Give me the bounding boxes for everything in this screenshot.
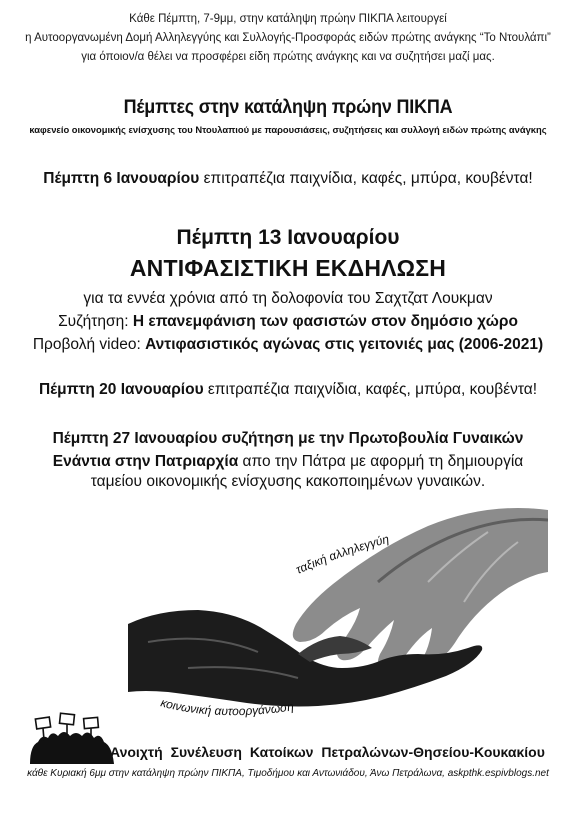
intro-line-2: η Αυτοοργανωμένη Δομή Αλληλεγγύης και Συλλογής-Προσφοράς ειδών πρώτης ανάγκης “Το Ντουλάπι” — [25, 32, 551, 44]
talk-title: Η επανεμφάνιση των φασιστών στον δημόσιο χώρο — [132, 313, 518, 330]
protest-sign-icon — [84, 717, 99, 728]
event-description: επιτραπέζια παιχνίδια, καφές, μπύρα, κουβέντα! — [199, 170, 533, 187]
intro-line-3: για όποιον/α θέλει να προσφέρει είδη πρώτης ανάγκης και να συζητήσει μαζί μας. — [81, 51, 495, 63]
event-description: επιτραπέζια παιχνίδια, καφές, μπύρα, κουβέντα! — [203, 381, 538, 398]
assembly-info: κάθε Κυριακή 6μμ στην κατάληψη πρώην ΠΙΚΠΑ, Τιμοδήμου και Αντωνιάδου, Άνω Πετράλωνα, askpthk.espivblogs.net — [27, 768, 549, 779]
label-self-organization-text: κοινωνική αυτοοργάνωση — [159, 695, 295, 719]
video-label: Προβολή video: — [32, 336, 146, 353]
label-class-solidarity-text: ταξική αλληλεγγύη — [293, 531, 391, 577]
event-jan-13-date: Πέμπτη 13 Ιανουαρίου — [176, 226, 400, 249]
event-date: Πέμπτη 6 Ιανουαρίου — [43, 170, 200, 187]
event-jan-27-line-1: Πέμπτη 27 Ιανουαρίου συζήτηση με την Πρωτοβουλία Γυναικών — [52, 430, 524, 447]
event-jan-20 — [0, 381, 576, 399]
intro-line-1: Κάθε Πέμπτη, 7-9μμ, στην κατάληψη πρώην ΠΙΚΠΑ λειτουργεί — [129, 13, 447, 25]
event-jan-6 — [0, 170, 576, 188]
video-title: Αντιφασιστικός αγώνας στις γειτονιές μας (2006-2021) — [145, 336, 544, 353]
event-date: Πέμπτη 20 Ιανουαρίου — [38, 381, 204, 398]
event-description: απο την Πάτρα με αφορμή τη δημιουργία — [238, 453, 524, 470]
intro-text — [0, 10, 576, 67]
event-jan-13-video — [0, 336, 576, 354]
assembly-name: Ανοιχτή Συνέλευση Κατοίκων Πετραλώνων-Θησείου-Κουκακίου — [110, 744, 545, 760]
initiative-name: Ενάντια στην Πατριαρχία — [52, 453, 239, 470]
poster-title: Πέμπτες στην κατάληψη πρώην ΠΙΚΠΑ — [123, 96, 453, 118]
event-jan-13-heading: ΑΝΤΙΦΑΣΙΣΤΙΚΗ ΕΚΔΗΛΩΣΗ — [129, 255, 447, 281]
poster-subtitle: καφενείο οικονομικής ενίσχυσης του Ντουλαπιού με παρουσιάσεις, συζητήσεις και συλλογή ειδών πρώτης ανάγκης — [29, 124, 547, 135]
event-jan-13-occasion: για τα εννέα χρόνια από τη δολοφονία του Σαχτζατ Λουκμαν — [83, 290, 493, 307]
event-jan-27-line-3: ταμείου οικονομικής ενίσχυσης κακοποιημένων γυναικών. — [90, 473, 486, 490]
assembly-logo — [28, 712, 120, 764]
protest-sign-icon — [60, 713, 75, 724]
event-jan-27-line-2 — [0, 453, 576, 471]
event-jan-13-talk — [0, 313, 576, 331]
protest-sign-icon — [35, 717, 50, 729]
crowd-silhouette-icon — [30, 732, 114, 764]
talk-label: Συζήτηση: — [58, 313, 133, 330]
hands-illustration — [128, 492, 548, 730]
